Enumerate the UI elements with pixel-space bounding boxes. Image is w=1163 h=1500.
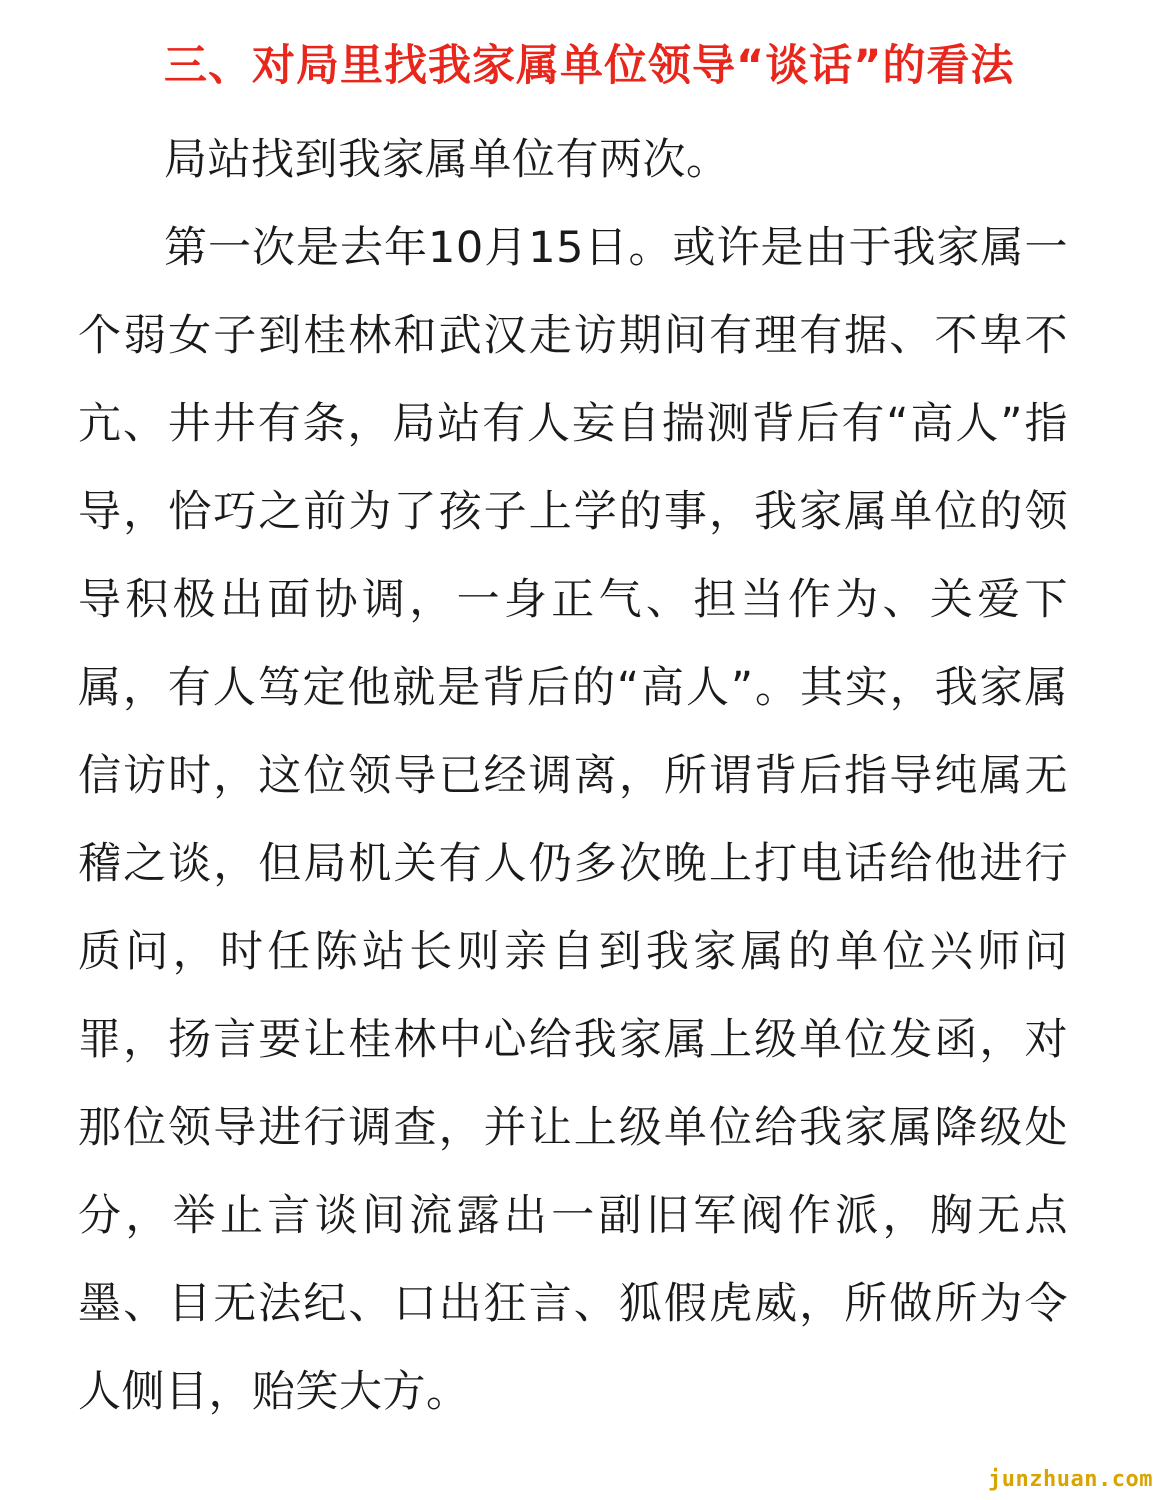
section-heading: 三、对局里找我家属单位领导“谈话”的看法 <box>164 41 1015 91</box>
paragraph-first-visit: 第一次是去年10月15日。或许是由于我家属一个弱女子到桂林和武汉走访期间有理有据、不卑不亢、井井有条，局站有人妄自揣测背后有“高人”指导，恰巧之前为了孩子上学的事，我家属单位的领导积极出面协调，一身正气、担当作为、关爱下属，有人笃定他就是背后的“高人”。其实，我家属信访时，这位领导已经调离，所谓背后指导纯属无稽之谈，但局机关有人仍多次晚上打电话给他进行质问，时任陈站长则亲自到我家属的单位兴师问罪，扬言要让桂林中心给我家属上级单位发函，对那位领导进行调查，并让上级单位给我家属降级处分，举止言谈间流露出一副旧军阀作派，胸无点墨、目无法纪、口出狂言、狐假虎威，所做所为令人侧目，贻笑大方。 <box>78 223 1068 1417</box>
article <box>78 30 1068 1436</box>
site-watermark: junzhuan.com <box>988 1467 1153 1492</box>
paragraph-intro: 局站找到我家属单位有两次。 <box>164 135 730 185</box>
